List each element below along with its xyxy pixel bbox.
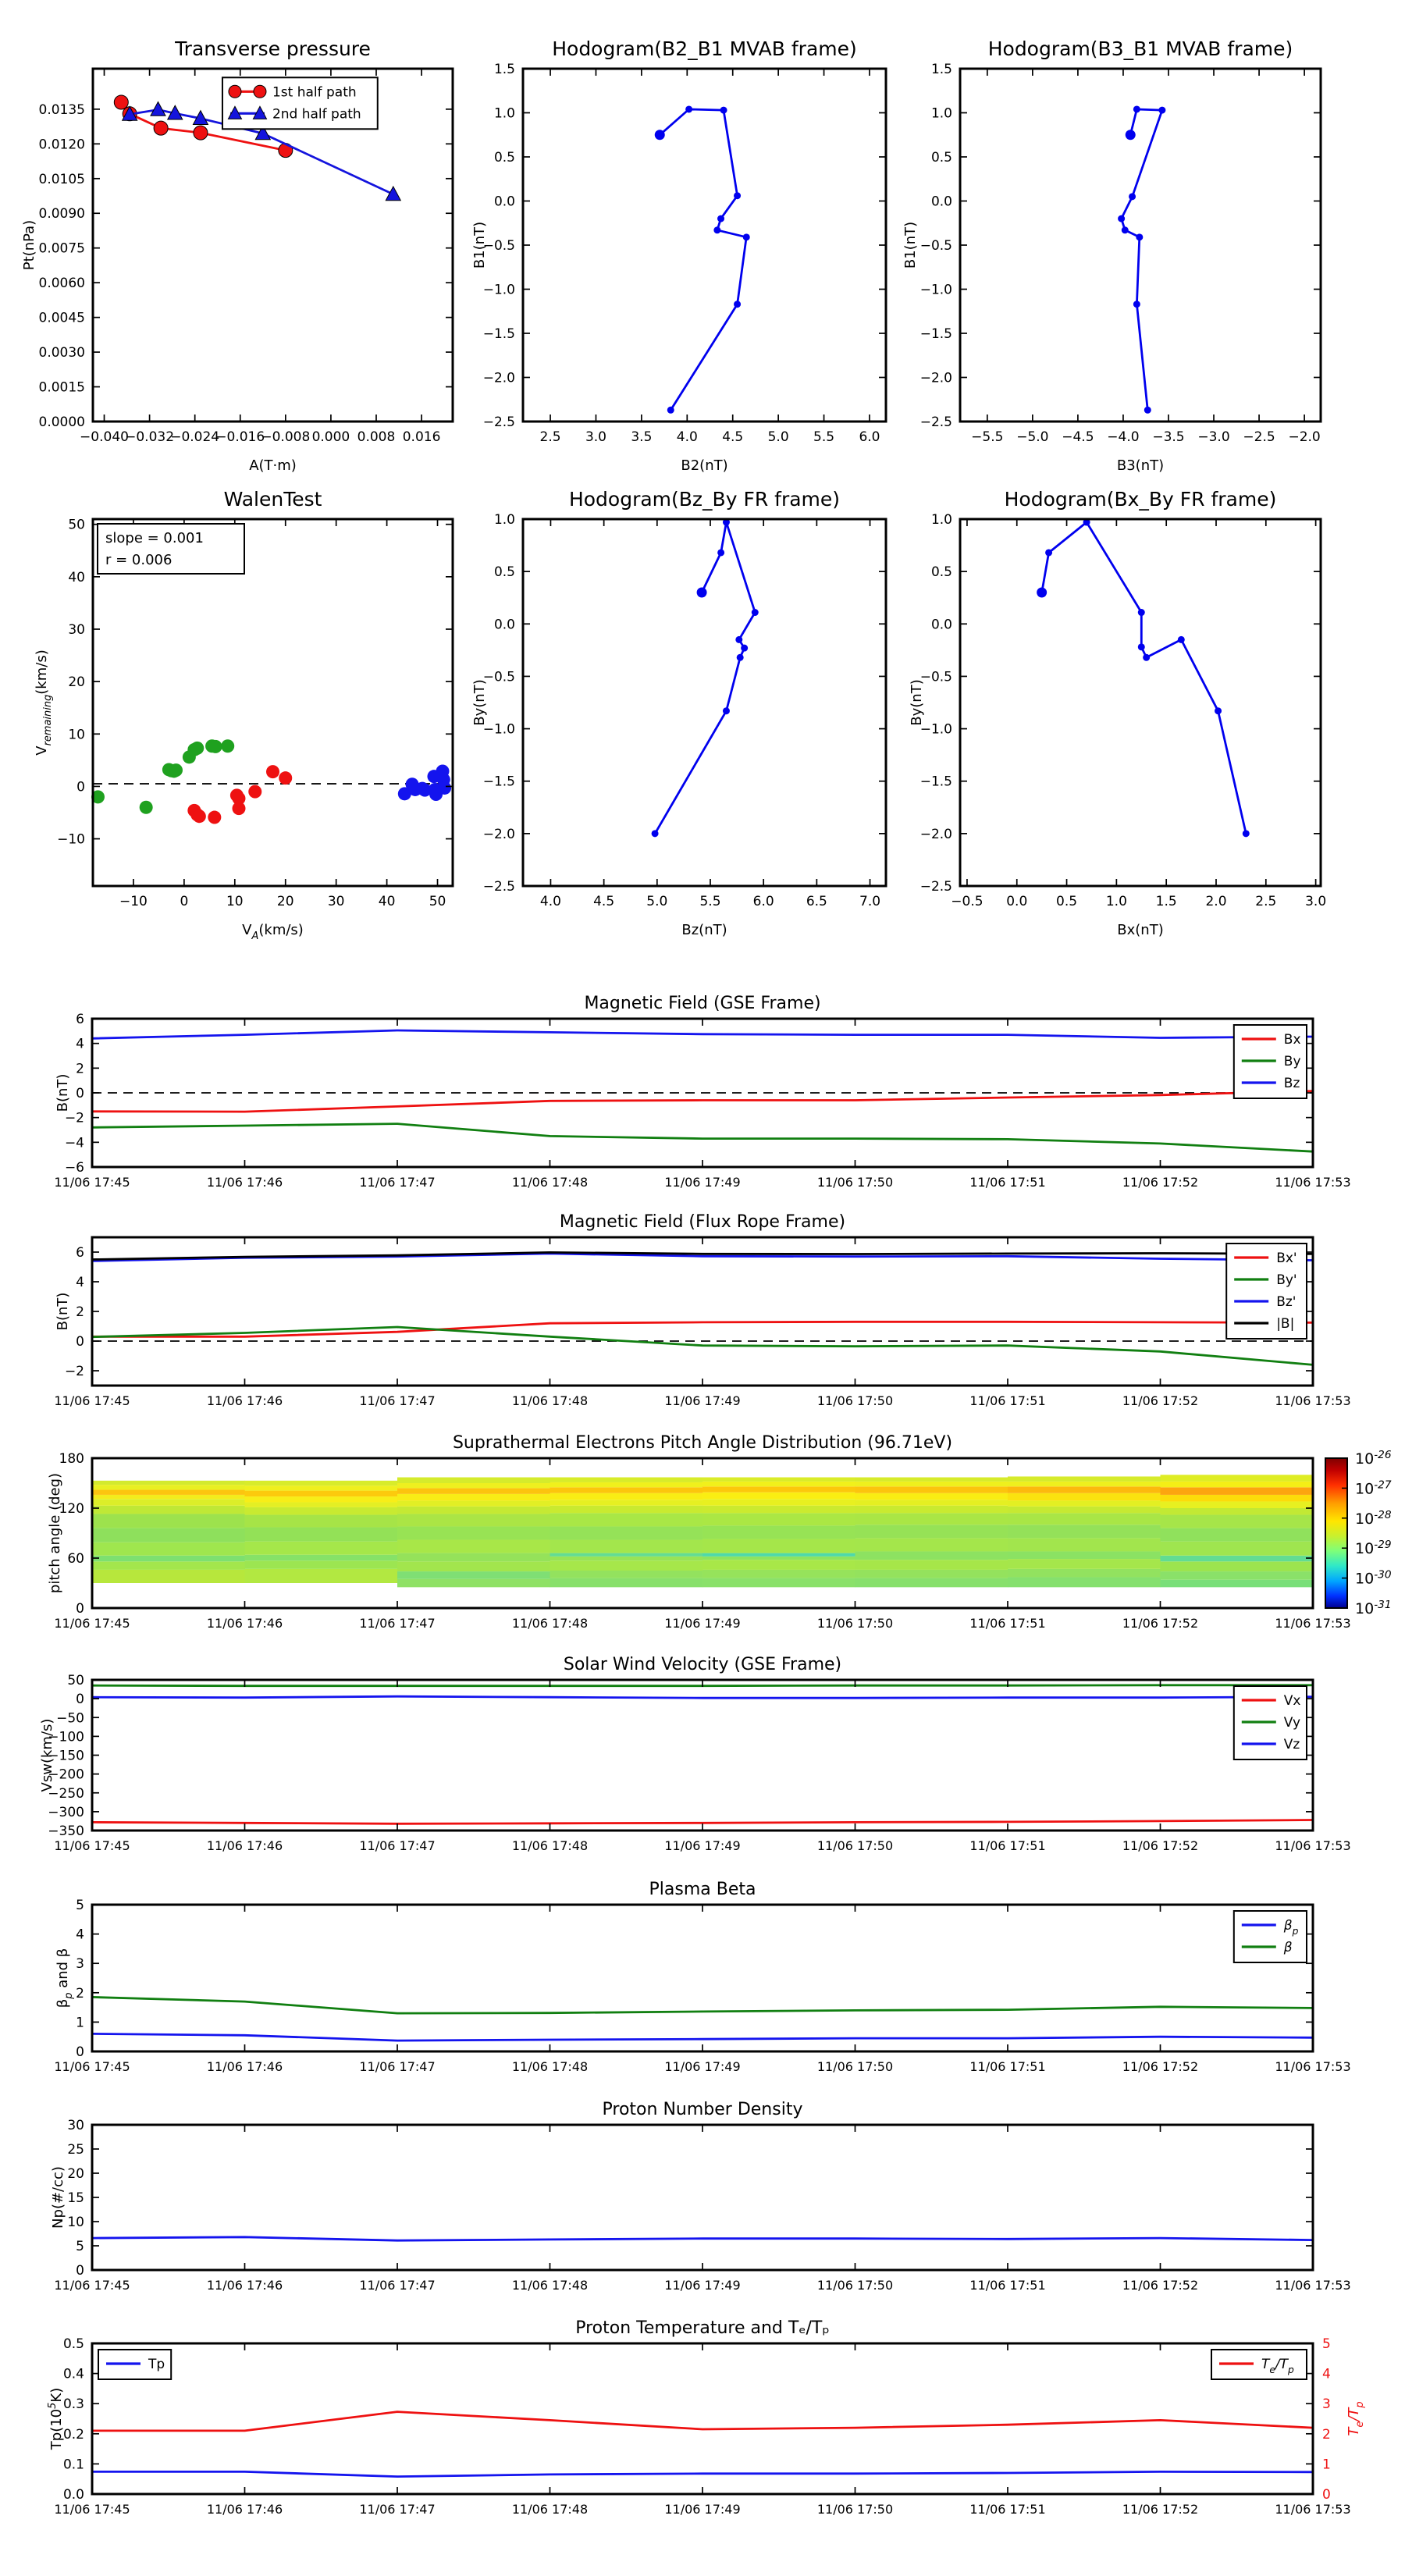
svg-text:Bx: Bx [1283, 1032, 1301, 1048]
svg-text:11/06 17:53: 11/06 17:53 [1275, 2502, 1351, 2517]
svg-text:11/06 17:48: 11/06 17:48 [511, 1838, 589, 1853]
svg-text:11/06 17:47: 11/06 17:47 [359, 1175, 436, 1190]
svg-text:4.5: 4.5 [722, 429, 744, 445]
svg-text:11/06 17:47: 11/06 17:47 [359, 1393, 436, 1408]
title-pitch-angle-dist: Suprathermal Electrons Pitch Angle Distribution (96.71eV) [452, 1433, 953, 1453]
svg-text:11/06 17:52: 11/06 17:52 [1122, 2278, 1199, 2293]
svg-text:0.0105: 0.0105 [38, 171, 85, 187]
svg-text:11/06 17:53: 11/06 17:53 [1275, 2278, 1351, 2293]
svg-text:0.0015: 0.0015 [38, 379, 85, 396]
svg-text:By(nT): By(nT) [909, 679, 925, 726]
svg-text:βp​ and β: $\beta_p$ and β [55, 1948, 75, 2008]
svg-text:0.0: 0.0 [1006, 894, 1028, 909]
svg-text:11/06 17:46: 11/06 17:46 [206, 1616, 283, 1631]
svg-text:VA​(km/s): $V_A(km/s)$ [242, 922, 304, 942]
svg-text:2.5: 2.5 [1255, 894, 1277, 909]
svg-text:10-28​: $10^{-28}$ [1355, 1508, 1392, 1528]
svg-text:11/06 17:53: 11/06 17:53 [1275, 1838, 1351, 1853]
svg-text:11/06 17:47: 11/06 17:47 [359, 1838, 436, 1853]
svg-text:11/06 17:46: 11/06 17:46 [206, 2278, 283, 2293]
svg-text:11/06 17:52: 11/06 17:52 [1122, 2059, 1199, 2074]
svg-text:11/06 17:49: 11/06 17:49 [664, 1175, 741, 1190]
svg-text:−2.0: −2.0 [919, 370, 952, 386]
svg-text:By': By' [1276, 1272, 1297, 1288]
svg-text:5: 5 [76, 2239, 84, 2254]
svg-text:2.0: 2.0 [1205, 894, 1227, 909]
svg-text:50: 50 [67, 1673, 84, 1688]
svg-text:−2.5: −2.5 [919, 879, 952, 895]
svg-text:11/06 17:52: 11/06 17:52 [1122, 2502, 1199, 2517]
svg-text:1.5: 1.5 [1155, 894, 1177, 909]
svg-text:0.0030: 0.0030 [38, 345, 85, 361]
svg-text:0: 0 [76, 2263, 84, 2279]
svg-text:−0.032: −0.032 [125, 429, 175, 445]
svg-text:4: 4 [1322, 2366, 1331, 2382]
svg-text:Bx': Bx' [1276, 1251, 1297, 1266]
svg-text:2.5: 2.5 [539, 429, 561, 445]
svg-text:10: 10 [226, 894, 244, 909]
svg-text:−4.5: −4.5 [1062, 429, 1094, 445]
svg-text:11/06 17:53: 11/06 17:53 [1275, 1175, 1351, 1190]
svg-text:|B|: |B| [1276, 1316, 1295, 1332]
title-hodogram-b2b1: Hodogram(B2_B1 MVAB frame) [552, 37, 857, 60]
svg-text:11/06 17:47: 11/06 17:47 [359, 1616, 436, 1631]
svg-text:−50: −50 [56, 1710, 84, 1727]
svg-text:−1.0: −1.0 [919, 282, 952, 298]
svg-text:−1.0: −1.0 [919, 721, 952, 738]
svg-text:11/06 17:51: 11/06 17:51 [969, 2059, 1046, 2074]
svg-text:11/06 17:53: 11/06 17:53 [1275, 2059, 1351, 2074]
svg-text:11/06 17:50: 11/06 17:50 [816, 1175, 894, 1190]
svg-text:25: 25 [67, 2142, 84, 2158]
svg-text:11/06 17:50: 11/06 17:50 [816, 1616, 894, 1631]
svg-text:11/06 17:46: 11/06 17:46 [206, 1838, 283, 1853]
svg-text:−2.0: −2.0 [482, 826, 515, 842]
svg-text:11/06 17:49: 11/06 17:49 [664, 2502, 741, 2517]
svg-text:6: 6 [76, 1012, 84, 1027]
svg-text:0.0: 0.0 [930, 617, 952, 633]
svg-text:4.5: 4.5 [593, 894, 615, 909]
svg-text:11/06 17:53: 11/06 17:53 [1275, 1393, 1351, 1408]
svg-text:11/06 17:48: 11/06 17:48 [511, 2278, 589, 2293]
svg-text:Vz: Vz [1283, 1737, 1300, 1752]
svg-text:6.0: 6.0 [859, 429, 880, 445]
svg-text:40: 40 [68, 569, 85, 585]
svg-text:βp​: $\beta_p$ [1283, 1918, 1299, 1937]
svg-text:30: 30 [67, 2118, 84, 2133]
svg-text:A(T·m): A(T·m) [249, 457, 297, 474]
svg-text:40: 40 [378, 894, 396, 909]
svg-text:0.0: 0.0 [62, 2487, 84, 2503]
svg-text:0: 0 [1322, 2487, 1331, 2503]
svg-text:−2.0: −2.0 [919, 826, 952, 842]
svg-text:0.5: 0.5 [62, 2336, 84, 2352]
svg-text:pitch angle (deg): pitch angle (deg) [47, 1472, 63, 1594]
svg-text:0.0090: 0.0090 [38, 206, 85, 222]
svg-text:−2: −2 [64, 1110, 84, 1126]
svg-text:11/06 17:49: 11/06 17:49 [664, 1838, 741, 1853]
svg-text:0.000: 0.000 [311, 429, 350, 445]
svg-text:slope = 0.001: slope = 0.001 [105, 530, 204, 546]
svg-text:10: 10 [68, 727, 85, 743]
svg-text:11/06 17:49: 11/06 17:49 [664, 2059, 741, 2074]
svg-text:By: By [1283, 1054, 1301, 1069]
svg-text:5: 5 [76, 1898, 84, 1913]
svg-text:0: 0 [76, 1334, 84, 1350]
svg-text:−0.5: −0.5 [482, 669, 515, 685]
svg-text:−200: −200 [48, 1767, 84, 1783]
title-mag-field-gse: Magnetic Field (GSE Frame) [584, 994, 821, 1013]
svg-text:−2.5: −2.5 [482, 879, 515, 895]
svg-text:0.2: 0.2 [62, 2426, 84, 2443]
title-transverse-pressure: Transverse pressure [175, 37, 371, 60]
svg-text:11/06 17:45: 11/06 17:45 [54, 1838, 130, 1853]
svg-text:−0.5: −0.5 [482, 238, 515, 254]
title-solar-wind-velocity: Solar Wind Velocity (GSE Frame) [563, 1655, 842, 1674]
svg-text:11/06 17:46: 11/06 17:46 [206, 1393, 283, 1408]
svg-text:0.5: 0.5 [930, 564, 952, 581]
svg-text:Np(#/cc): Np(#/cc) [50, 2166, 66, 2229]
svg-text:3.0: 3.0 [585, 429, 606, 445]
svg-text:1.0: 1.0 [930, 512, 952, 528]
svg-text:−300: −300 [48, 1804, 84, 1820]
svg-text:5: 5 [1322, 2336, 1331, 2352]
svg-text:11/06 17:47: 11/06 17:47 [359, 2502, 436, 2517]
svg-text:0.5: 0.5 [493, 564, 515, 581]
svg-text:−10: −10 [119, 894, 148, 909]
svg-text:4.0: 4.0 [676, 429, 698, 445]
svg-text:10: 10 [67, 2215, 84, 2230]
svg-text:5.0: 5.0 [767, 429, 789, 445]
svg-text:Bz(nT): Bz(nT) [681, 922, 727, 938]
svg-text:0: 0 [76, 1692, 84, 1708]
svg-text:−4.0: −4.0 [1107, 429, 1140, 445]
svg-text:Te​/Tp​: $T_e/T_p$ [1346, 2401, 1366, 2436]
svg-text:11/06 17:48: 11/06 17:48 [511, 1616, 589, 1631]
svg-text:β: β [1283, 1940, 1293, 1955]
svg-text:−2: −2 [64, 1364, 84, 1379]
svg-text:Bz': Bz' [1276, 1294, 1297, 1310]
svg-text:180: 180 [59, 1451, 84, 1467]
svg-text:11/06 17:52: 11/06 17:52 [1122, 1175, 1199, 1190]
svg-text:6.0: 6.0 [752, 894, 774, 909]
svg-text:0.0135: 0.0135 [38, 101, 85, 118]
svg-text:−0.5: −0.5 [951, 894, 984, 909]
svg-text:B(nT): B(nT) [55, 1073, 71, 1112]
svg-text:11/06 17:45: 11/06 17:45 [54, 1393, 130, 1408]
svg-text:11/06 17:51: 11/06 17:51 [969, 2502, 1046, 2517]
svg-text:2: 2 [76, 1061, 84, 1077]
svg-text:Bx(nT): Bx(nT) [1117, 922, 1164, 938]
svg-text:1: 1 [76, 2015, 84, 2031]
svg-text:11/06 17:51: 11/06 17:51 [969, 2278, 1046, 2293]
svg-text:0.0060: 0.0060 [38, 276, 85, 292]
svg-text:0: 0 [76, 2044, 84, 2060]
svg-text:120: 120 [59, 1501, 84, 1517]
svg-text:1.5: 1.5 [930, 62, 952, 77]
svg-text:0.5: 0.5 [1056, 894, 1078, 909]
svg-text:Vy: Vy [1283, 1715, 1301, 1731]
svg-text:6.5: 6.5 [806, 894, 827, 909]
svg-text:−0.016: −0.016 [215, 429, 265, 445]
svg-text:1.5: 1.5 [493, 62, 515, 77]
svg-text:5.5: 5.5 [813, 429, 835, 445]
svg-text:−2.5: −2.5 [1243, 429, 1275, 445]
svg-text:11/06 17:49: 11/06 17:49 [664, 1616, 741, 1631]
svg-text:4: 4 [76, 1275, 84, 1290]
svg-text:Vx: Vx [1283, 1693, 1301, 1709]
svg-text:−6: −6 [64, 1160, 84, 1176]
svg-text:11/06 17:51: 11/06 17:51 [969, 1838, 1046, 1853]
svg-text:0.0075: 0.0075 [38, 240, 85, 257]
svg-text:11/06 17:51: 11/06 17:51 [969, 1175, 1046, 1190]
svg-text:10-26​: $10^{-26}$ [1355, 1449, 1392, 1468]
title-hodogram-bxby: Hodogram(Bx_By FR frame) [1004, 488, 1277, 511]
svg-text:−0.008: −0.008 [261, 429, 311, 445]
svg-text:2nd half path: 2nd half path [272, 106, 361, 123]
svg-text:Pt(nPa): Pt(nPa) [21, 219, 37, 271]
svg-text:11/06 17:45: 11/06 17:45 [54, 2502, 130, 2517]
svg-text:60: 60 [67, 1551, 84, 1567]
svg-text:0.0: 0.0 [493, 194, 515, 210]
title-hodogram-b3b1: Hodogram(B3_B1 MVAB frame) [987, 37, 1293, 60]
svg-text:Tp: Tp [148, 2357, 165, 2372]
svg-text:3.0: 3.0 [1305, 894, 1327, 909]
svg-text:−2.0: −2.0 [1288, 429, 1321, 445]
svg-text:11/06 17:50: 11/06 17:50 [816, 1393, 894, 1408]
svg-text:2: 2 [1322, 2426, 1331, 2443]
svg-text:−100: −100 [48, 1729, 84, 1745]
svg-text:−1.5: −1.5 [919, 326, 952, 342]
svg-text:0.5: 0.5 [493, 150, 515, 165]
title-mag-field-fr: Magnetic Field (Flux Rope Frame) [559, 1212, 846, 1232]
svg-text:Vremaining​(km/s): $V_{remaining}(km/s)$ [34, 649, 54, 756]
svg-text:Bz: Bz [1283, 1076, 1300, 1091]
svg-text:−2.0: −2.0 [482, 370, 515, 386]
svg-text:Tp(105​K): $Tp(10^5K)$ [47, 2387, 65, 2450]
svg-text:3: 3 [1322, 2396, 1331, 2413]
svg-text:11/06 17:48: 11/06 17:48 [511, 2059, 589, 2074]
svg-text:−0.040: −0.040 [80, 429, 129, 445]
svg-text:11/06 17:48: 11/06 17:48 [511, 1175, 589, 1190]
svg-text:Vsw(km/s): Vsw(km/s) [39, 1718, 55, 1792]
svg-text:By(nT): By(nT) [471, 679, 488, 726]
svg-text:11/06 17:46: 11/06 17:46 [206, 1175, 283, 1190]
title-plasma-beta: Plasma Beta [649, 1880, 756, 1899]
svg-text:2: 2 [76, 1985, 84, 2001]
svg-text:5.5: 5.5 [699, 894, 721, 909]
svg-text:0.5: 0.5 [930, 150, 952, 165]
svg-text:11/06 17:50: 11/06 17:50 [816, 2278, 894, 2293]
svg-text:11/06 17:48: 11/06 17:48 [511, 2502, 589, 2517]
svg-text:4: 4 [76, 1036, 84, 1052]
svg-text:0.008: 0.008 [357, 429, 396, 445]
svg-text:11/06 17:47: 11/06 17:47 [359, 2059, 436, 2074]
svg-text:B1(nT): B1(nT) [471, 221, 488, 269]
svg-text:3: 3 [76, 1956, 84, 1973]
svg-text:11/06 17:45: 11/06 17:45 [54, 1616, 130, 1631]
svg-text:11/06 17:52: 11/06 17:52 [1122, 1616, 1199, 1631]
svg-text:0.0: 0.0 [493, 617, 515, 633]
svg-text:0.4: 0.4 [62, 2366, 84, 2382]
svg-text:11/06 17:50: 11/06 17:50 [816, 2059, 894, 2074]
svg-text:−0.5: −0.5 [919, 669, 952, 685]
svg-text:30: 30 [68, 622, 85, 638]
svg-text:−1.5: −1.5 [482, 326, 515, 342]
svg-text:10-31​: $10^{-31}$ [1355, 1599, 1392, 1617]
svg-text:−1.0: −1.0 [482, 721, 515, 738]
svg-text:3.5: 3.5 [631, 429, 653, 445]
svg-text:−1.0: −1.0 [482, 282, 515, 298]
svg-text:20: 20 [67, 2166, 84, 2182]
svg-text:10-27​: $10^{-27}$ [1355, 1478, 1392, 1498]
svg-text:−3.5: −3.5 [1152, 429, 1185, 445]
svg-text:Te​/Tp​: $T_e/T_p$ [1261, 2357, 1294, 2375]
svg-text:0: 0 [76, 779, 85, 795]
svg-text:11/06 17:46: 11/06 17:46 [206, 2059, 283, 2074]
svg-text:0: 0 [76, 1086, 84, 1101]
svg-text:1.0: 1.0 [493, 512, 515, 528]
svg-text:20: 20 [276, 894, 294, 909]
svg-text:11/06 17:46: 11/06 17:46 [206, 2502, 283, 2517]
svg-text:−1.5: −1.5 [919, 774, 952, 790]
svg-text:−0.024: −0.024 [170, 429, 220, 445]
svg-text:10-29​: $10^{-29}$ [1355, 1539, 1392, 1558]
svg-text:−250: −250 [48, 1785, 84, 1802]
svg-text:−5.0: −5.0 [1016, 429, 1049, 445]
svg-text:B1(nT): B1(nT) [902, 221, 919, 269]
svg-text:11/06 17:51: 11/06 17:51 [969, 1393, 1046, 1408]
svg-text:11/06 17:49: 11/06 17:49 [664, 1393, 741, 1408]
svg-text:−0.5: −0.5 [919, 238, 952, 254]
svg-text:B(nT): B(nT) [55, 1292, 71, 1331]
svg-text:11/06 17:52: 11/06 17:52 [1122, 1393, 1199, 1408]
svg-text:4.0: 4.0 [539, 894, 561, 909]
svg-text:0.3: 0.3 [62, 2396, 84, 2413]
svg-text:11/06 17:52: 11/06 17:52 [1122, 1838, 1199, 1853]
svg-text:0.016: 0.016 [402, 429, 441, 445]
svg-text:11/06 17:53: 11/06 17:53 [1275, 1616, 1351, 1631]
svg-text:−2.5: −2.5 [919, 415, 952, 430]
svg-text:−10: −10 [57, 831, 85, 848]
svg-text:−2.5: −2.5 [482, 415, 515, 430]
svg-text:−350: −350 [48, 1823, 84, 1839]
svg-text:50: 50 [68, 517, 85, 533]
svg-text:−150: −150 [48, 1748, 84, 1764]
svg-text:B2(nT): B2(nT) [681, 457, 728, 474]
svg-text:0.0120: 0.0120 [38, 137, 85, 153]
svg-text:−4: −4 [64, 1135, 84, 1151]
svg-text:11/06 17:45: 11/06 17:45 [54, 2278, 130, 2293]
svg-text:30: 30 [327, 894, 345, 909]
svg-text:4: 4 [76, 1927, 84, 1943]
svg-text:0.0000: 0.0000 [38, 415, 85, 430]
svg-text:11/06 17:51: 11/06 17:51 [969, 1616, 1046, 1631]
svg-text:r = 0.006: r = 0.006 [105, 552, 173, 568]
svg-text:11/06 17:50: 11/06 17:50 [816, 1838, 894, 1853]
svg-text:B3(nT): B3(nT) [1116, 457, 1165, 474]
svg-text:1.0: 1.0 [493, 105, 515, 122]
svg-text:−3.0: −3.0 [1197, 429, 1230, 445]
svg-text:1st half path: 1st half path [272, 84, 357, 101]
svg-text:50: 50 [429, 894, 446, 909]
svg-text:0: 0 [76, 1601, 84, 1617]
svg-text:10-30​: $10^{-30}$ [1355, 1568, 1392, 1588]
svg-text:0.0: 0.0 [930, 194, 952, 210]
svg-text:1.0: 1.0 [930, 105, 952, 122]
svg-text:6: 6 [76, 1245, 84, 1261]
svg-text:−5.5: −5.5 [971, 429, 1004, 445]
svg-text:1.0: 1.0 [1105, 894, 1127, 909]
svg-text:11/06 17:47: 11/06 17:47 [359, 2278, 436, 2293]
title-proton-temperature: Proton Temperature and Tₑ/Tₚ [575, 2318, 830, 2338]
svg-text:5.0: 5.0 [646, 894, 668, 909]
svg-text:20: 20 [68, 674, 85, 691]
svg-text:15: 15 [67, 2190, 84, 2206]
svg-text:2: 2 [76, 1304, 84, 1320]
svg-text:11/06 17:45: 11/06 17:45 [54, 1175, 130, 1190]
title-hodogram-bzby: Hodogram(Bz_By FR frame) [568, 488, 841, 511]
svg-text:11/06 17:45: 11/06 17:45 [54, 2059, 130, 2074]
svg-text:11/06 17:49: 11/06 17:49 [664, 2278, 741, 2293]
svg-text:0.1: 0.1 [62, 2457, 84, 2473]
svg-text:−1.5: −1.5 [482, 774, 515, 790]
svg-text:1: 1 [1322, 2457, 1331, 2473]
svg-text:0.0045: 0.0045 [38, 310, 85, 326]
title-proton-density: Proton Number Density [602, 2100, 803, 2119]
svg-text:0: 0 [180, 894, 189, 909]
svg-text:11/06 17:50: 11/06 17:50 [816, 2502, 894, 2517]
title-walen-test: WalenTest [223, 488, 322, 511]
svg-text:11/06 17:48: 11/06 17:48 [511, 1393, 589, 1408]
svg-text:7.0: 7.0 [859, 894, 881, 909]
